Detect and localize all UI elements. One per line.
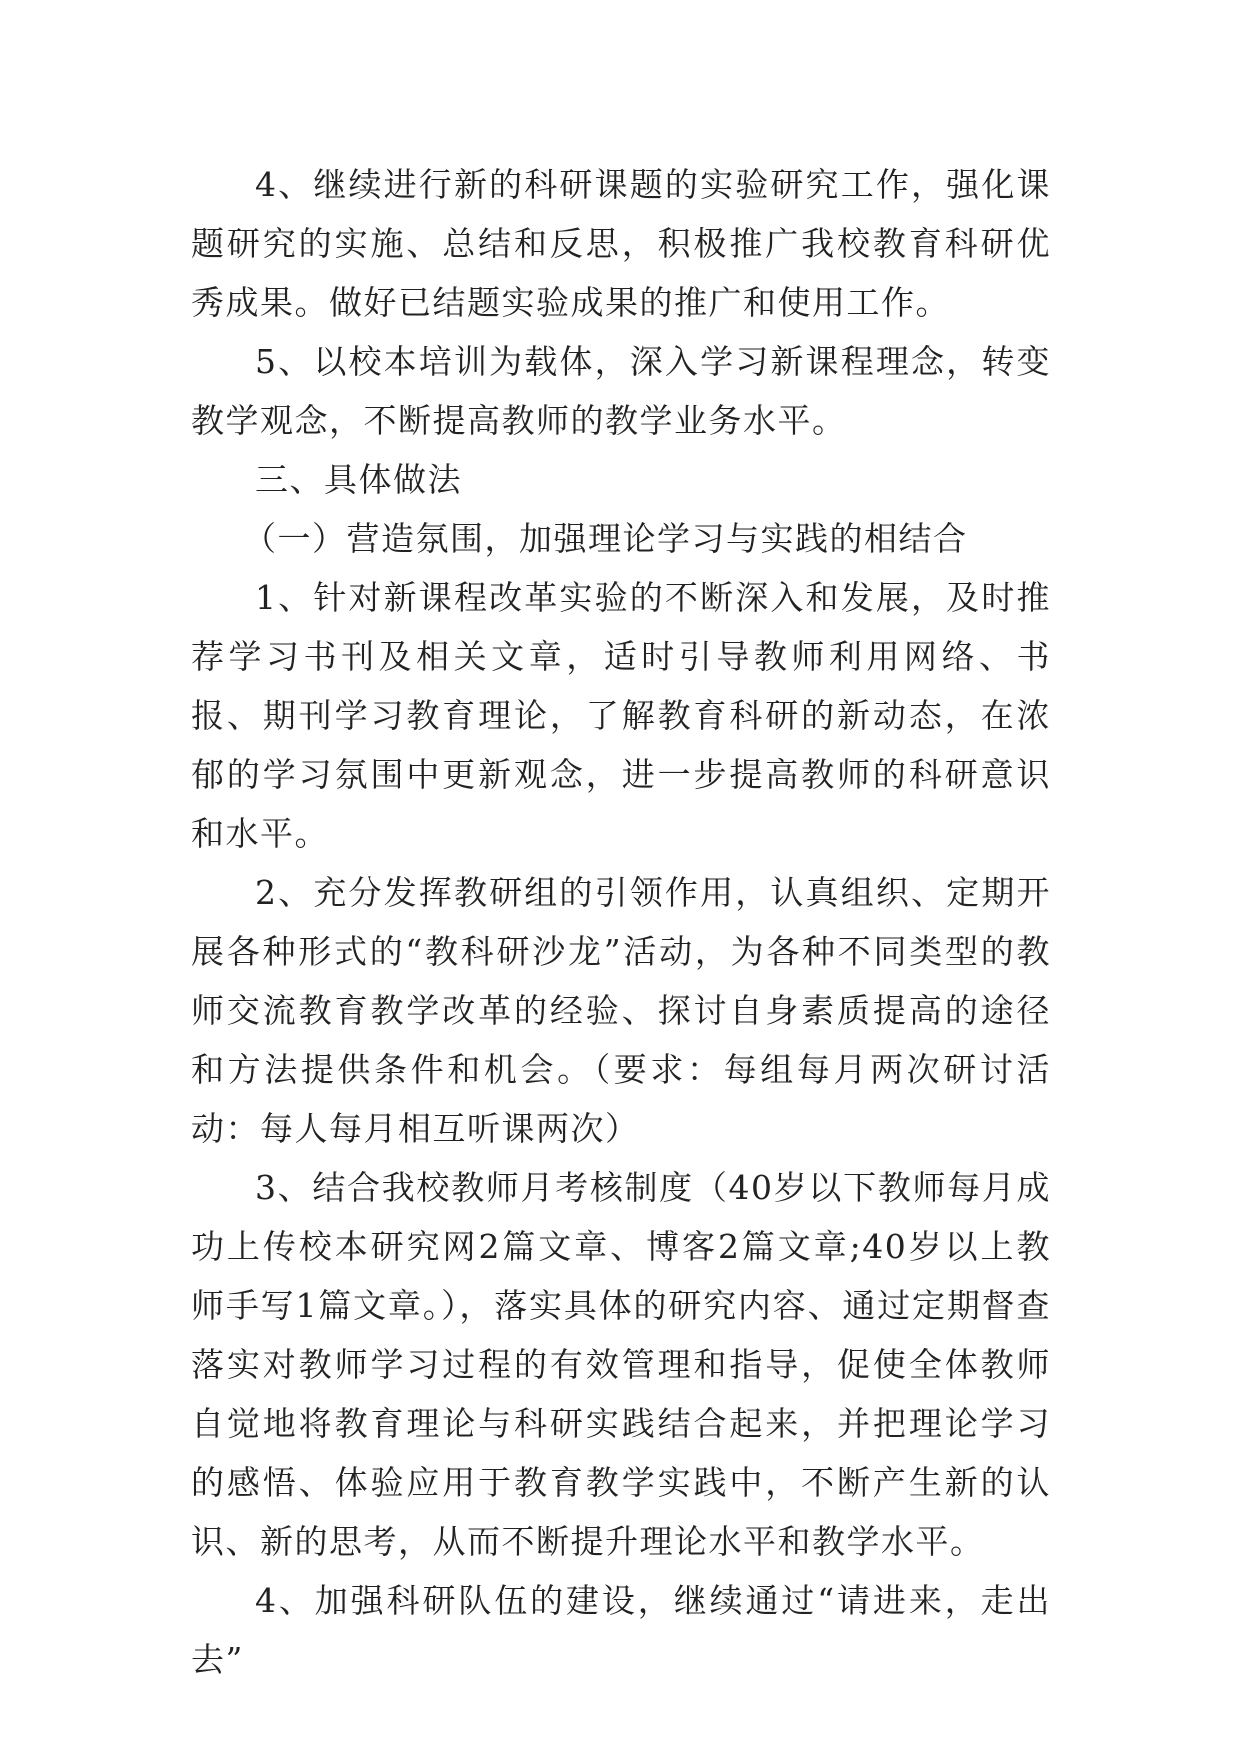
paragraph-research-work: 4、继续进行新的科研课题的实验研究工作，强化课题研究的实施、总结和反思，积极推广我校教育科研优秀成果。做好已结题实验成果的推广和使用工作。 bbox=[191, 165, 1051, 322]
list-item-1: 1、针对新课程改革实验的不断深入和发展，及时推荐学习书刊及相关文章，适时引导教师利用网络、书报、期刊学习教育理论，了解教育科研的新动态，在浓郁的学习氛围中更新观念，进一步提高教师的科研意识和水平。 bbox=[191, 578, 1051, 853]
list-item-2: 2、充分发挥教研组的引领作用，认真组织、定期开展各种形式的“教科研沙龙”活动，为各种不同类型的教师交流教育教学改革的经验、探讨自身素质提高的途径和方法提供条件和机会。（要求：每组每月两次研讨活动：每人每月相互听课两次） bbox=[191, 873, 1051, 1148]
list-item-3: 3、结合我校教师月考核制度（40岁以下教师每月成功上传校本研究网2篇文章、博客2篇文章;40岁以上教师手写1篇文章。），落实具体的研究内容、通过定期督查落实对教师学习过程的有效管理和指导，促使全体教师自觉地将教育理论与科研实践结合起来，并把理论学习的感悟、体验应用于教育教学实践中，不断产生新的认识、新的思考，从而不断提升理论水平和教学水平。 bbox=[191, 1168, 1051, 1561]
paragraph-school-training: 5、以校本培训为载体，深入学习新课程理念，转变教学观念，不断提高教师的教学业务水平。 bbox=[191, 342, 1051, 440]
list-item-4: 4、加强科研队伍的建设，继续通过“请进来，走出去” bbox=[191, 1581, 1051, 1679]
document-body bbox=[191, 155, 1051, 1689]
section-heading-methods: 三、具体做法 bbox=[255, 460, 462, 499]
subsection-heading-atmosphere: （一）营造氛围，加强理论学习与实践的相结合 bbox=[243, 519, 968, 558]
